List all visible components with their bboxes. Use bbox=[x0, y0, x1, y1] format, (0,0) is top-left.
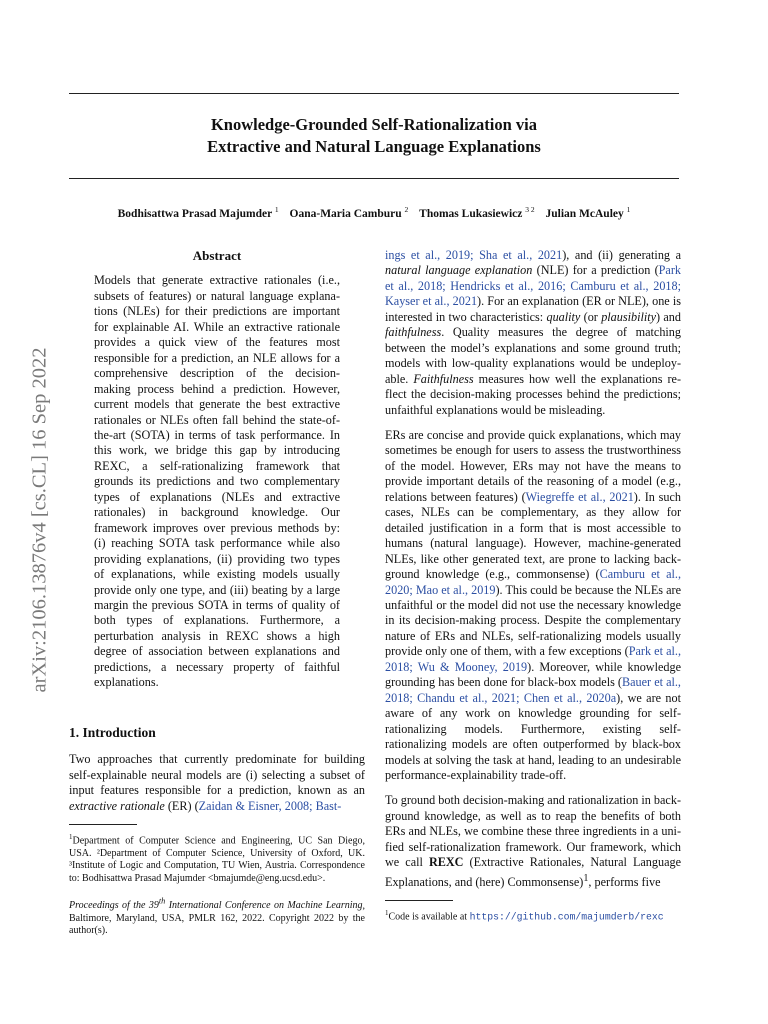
code-footnote: $^1$Code is available at https://github.com/majumderb/rexc bbox=[385, 909, 664, 923]
citation-link[interactable]: Bauer et al., 2018; Chandu et al., 2021; Chen et al., 2020a bbox=[385, 675, 681, 705]
author-list bbox=[69, 205, 679, 220]
citation-link[interactable]: Camburu et al., 2020; Mao et al., 2019 bbox=[385, 567, 681, 597]
citation-link[interactable]: Zaidan & Eisner, 2008; Bast- bbox=[198, 798, 342, 813]
author-2: Oana-Maria Camburu $^2$ bbox=[289, 205, 409, 220]
citation-link[interactable]: Wiegreffe et al., 2021 bbox=[525, 489, 634, 504]
affiliation-footnote: $^1$Department of Computer Science and Engineering, UC San Diego, USA. ²Department of Computer Science, University of Oxford, UK. ³Institute of Logic and Computation, TU Wien, Austria. Correspondence to: Bodhisattwa Prasad Majumder <bmajumde@eng.ucsd.edu>. bbox=[69, 832, 365, 885]
left-column bbox=[69, 248, 365, 938]
right-paragraph-3: To ground both decision-making and rationalization in background knowledge, as well as to reap the benefits of both ERs and NLEs, we combine these three ingredients in a unified self-rationalization framework. Our framework, which we call REXC (Extractive Rationales, Natural Language Explanations, and (here) Commonsense)$^1$, performs five bbox=[385, 793, 681, 889]
citation-link[interactable]: ings et al., 2019; Sha et al., 2021 bbox=[385, 248, 563, 262]
right-paragraph-2: ERs are concise and provide quick explanations, which may sometimes be enough for users to assess the trustworthiness of the model. However, ERs may not have the means to provide important details of the reasoning of a model (e.g., relations between features) (Wiegreffe et al., 2021). In such cases, NLEs can be complementary, as they allow for detailed justification in a form that is most accessible to humans (natural language). However, machine-generated NLEs, like other generated text, are prone to lacking background knowledge (e.g., commonsense) (Camburu et al., 2020; Mao et al., 2019). This could be because the NLEs are unfaithful or the model did not use the necessary knowledge in its decision-making process. Despite the complementary nature of ERs and NLEs, self-rationalizing models usually provide only one of them, with a few exceptions (Park et al., 2018; Wu & Mooney, 2019). Moreover, while knowledge grounding has been done for black-box models (Bauer et al., 2018; Chandu et al., 2021; Chen et al., 2020a), we are not aware of any work on knowledge grounding for self-rationalizing models. Furthermore, existing self-rationalizing models are often outperformed by black-box models at solving the task at hand, leading to an undesirable performance-explainability trade-off. bbox=[385, 427, 681, 782]
title-bottom-rule bbox=[69, 178, 679, 179]
right-column bbox=[385, 248, 681, 924]
proceedings-note: Proceedings of the 39th International Conference on Machine Learning, Baltimore, Maryland, USA, PMLR 162, 2022. Copyright 2022 by the author(s). bbox=[69, 896, 365, 937]
title-line-1: Knowledge-Grounded Self-Rationalization via bbox=[210, 115, 538, 134]
author-4: Julian McAuley $^1$ bbox=[545, 205, 631, 220]
citation-link[interactable]: Park et al., 2018; Wu & Mooney, 2019 bbox=[385, 644, 681, 674]
intro-paragraph: Two approaches that currently predominate for building self-explainable neural models are (i) selecting a subset of input features responsible for a prediction, known as an extractive rationale (ER) (Zaidan & Eisner, 2008; Bast- bbox=[69, 752, 365, 813]
top-rule bbox=[69, 93, 679, 94]
footnote-rule bbox=[385, 900, 453, 901]
right-paragraph-1: ings et al., 2019; Sha et al., 2021), and (ii) generating a natural language explanation (NLE) for a prediction (Park et al., 2018; Hendricks et al., 2016; Camburu et al., 2018; Kayser et al., 2021). For an explanation (ER or NLE), one is interested in two characteristics: quality (or plausibility) and faithfulness. Quality measures the degree of matching between the model’s explanations and some ground truth; models with low-quality explanations would be undeployable. Faithfulness measures how well the explanations reflect the decision-making processes behind the predictions; unfaithful explanations would be misleading. bbox=[385, 248, 682, 417]
author-3: Thomas Lukasiewicz $^{3 2}$ bbox=[419, 205, 535, 220]
footnote-rule bbox=[69, 824, 137, 825]
author-1: Bodhisattwa Prasad Majumder $^1$ bbox=[117, 205, 279, 220]
paper-title bbox=[69, 114, 679, 158]
citation-link[interactable]: Park et al., 2018; Hendricks et al., 2016; Camburu et al., 2018; Kayser et al., 2021 bbox=[385, 263, 681, 309]
arxiv-watermark: arXiv:2106.13876v4 [cs.CL] 16 Sep 2022 bbox=[28, 347, 51, 693]
introduction-heading: 1. Introduction bbox=[69, 724, 156, 740]
title-line-2: Extractive and Natural Language Explanations bbox=[207, 137, 541, 156]
abstract-heading: Abstract bbox=[192, 248, 242, 263]
code-url-link[interactable]: https://github.com/majumderb/rexc bbox=[469, 911, 664, 923]
abstract-text: Models that generate extractive rationales (i.e., subsets of features) or natural language explanations (NLEs) for their predictions are important for explainable AI. While an extractive rationale provides a quick view of the features most responsible for a prediction, an NLE allows for a comprehensive description of the decision-making process behind a prediction. However, current models that generate the best extractive rationales or NLEs often fall behind the state-of-the-art (SOTA) in terms of task performance. In this work, we bridge this gap by introducing REXC, a self-rationalizing framework that grounds its predictions and two complementary types of explanations (NLEs and extractive rationales) in background knowledge. Our framework improves over previous methods by: (i) reaching SOTA task performance while also providing explanations, (ii) providing two types of explanations, while existing models usually provide only one type, and (iii) beating by a large margin the previous SOTA in terms of quality of both types of explanations. Furthermore, a perturbation analysis in REXC shows a high degree of association between explanations and predictions, a necessary property of faithful explanations. bbox=[94, 273, 340, 690]
